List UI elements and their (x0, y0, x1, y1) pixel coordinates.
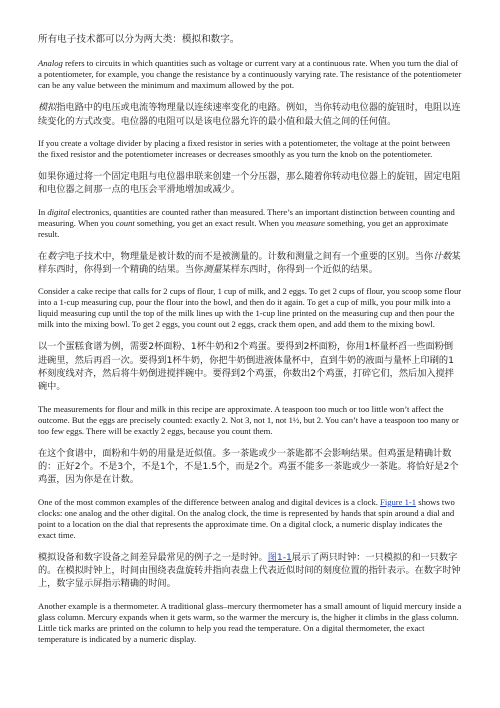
paragraph-text: 电子技术中，物理量是被计数的而不是被测量的。计数和测量之间有一个重要的区别。当你 (65, 250, 434, 262)
page-heading: 所有电子技术都可以分为两大类：模拟和数字。 (38, 34, 240, 45)
paragraph-text: something, you get an approximate result. (38, 217, 449, 239)
term-measure-zh: 测量 (203, 263, 222, 275)
paragraph-text: refers to circuits in which quantities such as voltage or current vary at a continuous rate. When you turn the dial of a potentiometer, for example, you change the resistance by a continuously varying rate. The resistance of the potentiometer can be any value between the minimum and maximum allowed by the pot. (38, 58, 462, 91)
paragraph-text: 模拟设备和数字设备之间差异最常见的例子之一是时钟。 (38, 551, 268, 563)
paragraph-analog-zh (38, 101, 462, 128)
paragraph-text: 在 (38, 250, 48, 262)
paragraph-divider-en: If you create a voltage divider by placing a fixed resistor in series with a potentiometer, the voltage at the point between the fixed resistor and the potentiometer increases or decreases smoothly as you turn the knob on the potentiometer. (38, 137, 451, 159)
term-count: count (115, 217, 135, 228)
paragraph-analog-en (38, 58, 462, 91)
paragraph-divider-zh: 如果你通过将一个固定电阻与电位器串联来创建一个分压器，那么随着你转动电位器上的旋钮，固定电阻和电位器之间那一点的电压会平滑地增加或减少。 (38, 170, 461, 196)
paragraph-thermometer-en: Another example is a thermometer. A traditional glass–mercury thermometer has a small amount of liquid mercury inside a glass column. Mercury expands when it gets warm, so the warmer the mercury is, the higher it climbs in the glass column. Little tick marks are printed on the column to help you read the temperature. On a digital thermometer, the exact temperature is indicated by a numeric display. (38, 600, 462, 644)
paragraph-measure-zh: 在这个食谱中，面粉和牛奶的用量是近似值。多一茶匙或少一茶匙都不会影响结果。但鸡蛋是精确计数的：正好2个。不是3个，不是1个，不是1.5个，而是2个。鸡蛋不能多一茶匙或少一茶匙。将恰好是2个鸡蛋，因为你是在计数。 (38, 447, 459, 486)
paragraph-text: 指电路中的电压或电流等物理量以连续速率变化的电路。例如，当你转动电位器的旋钮时，电阻以连续变化的方式改变。电位器的电阻可以是该电位器允许的最小值和最大值之间的任何值。 (38, 102, 461, 127)
term-analog: Analog (38, 58, 63, 69)
paragraph-clock-zh (38, 551, 462, 591)
figure-link-zh[interactable]: 图1-1 (267, 551, 292, 563)
paragraph-text: 某样东西时，你得到一个精确的结果。当你 (38, 250, 461, 275)
paragraph-recipe-en: Consider a cake recipe that calls for 2 cups of flour, 1 cup of milk, and 2 eggs. To get 2 cups of flour, you scoop some flour into a 1-cup measuring cup, pour the flour into the bowl, and then do it again. To get a cup of milk, you pour milk into a liquid measuring cup until the top of the milk lines up with the 1-cup line printed on the measuring cup and then pour the milk into the mixing bowl. To get 2 eggs, you count out 2 eggs, crack them open, and add them to the mixing bowl. (38, 286, 462, 330)
paragraph-text: shows two clocks: one analog and the other digital. On the analog clock, the time is represented by hands that spin around a dial and point to a location on the dial that represents the approximate time. On a digital clock, a numeric display indicates the exact time. (38, 496, 455, 540)
term-analog-zh: 模拟 (38, 102, 57, 114)
paragraph-text: 某样东西时，你得到一个近似的结果。 (221, 263, 378, 275)
term-count-zh: 计数 (433, 250, 452, 262)
term-digital: digital (47, 206, 70, 217)
paragraph-digital-en (38, 207, 462, 240)
figure-link[interactable]: Figure 1-1 (380, 496, 417, 507)
term-digital-zh: 数字 (47, 250, 66, 262)
paragraph-text: 展示了两只时钟：一只模拟的和一只数字的。在模拟时钟上，时间由围绕表盘旋转并指向表盘上代表近似时间的刻度位置的指针表示。在数字时钟上，数字显示屏指示精确的时间。 (38, 551, 461, 590)
paragraph-clock-en (38, 497, 462, 541)
paragraph-measure-en: The measurements for flour and milk in this recipe are approximate. A teaspoon too much or too little won’t affect the outcome. But the eggs are precisely counted: exactly 2. Not 3, not 1, not 1½, but 2. You can’t have a teaspoon too many or too few eggs. There will be exactly 2 eggs, because you count them. (38, 403, 459, 436)
paragraph-digital-zh (38, 250, 462, 277)
paragraph-text: One of the most common examples of the difference between analog and digital devices is a clock. (38, 496, 381, 507)
paragraph-text: something, you get an exact result. When you (134, 217, 297, 228)
term-measure: measure (296, 217, 325, 228)
paragraph-text: electronics, quantities are counted rather than measured. There’s an important distinction between counting and measuring. When you (38, 206, 455, 228)
paragraph-text: In (38, 206, 48, 217)
paragraph-recipe-zh: 以一个蛋糕食谱为例，需要2杯面粉、1杯牛奶和2个鸡蛋。要得到2杯面粉，你用1杯量杯舀一些面粉倒进碗里，然后再舀一次。要得到1杯牛奶，你把牛奶倒进液体量杯中，直到牛奶的液面与量杯上印刷的1杯刻度线对齐，然后将牛奶倒进搅拌碗中。要得到2个鸡蛋，你数出2个鸡蛋，打碎它们，然后加入搅拌碗中。 (38, 341, 454, 393)
